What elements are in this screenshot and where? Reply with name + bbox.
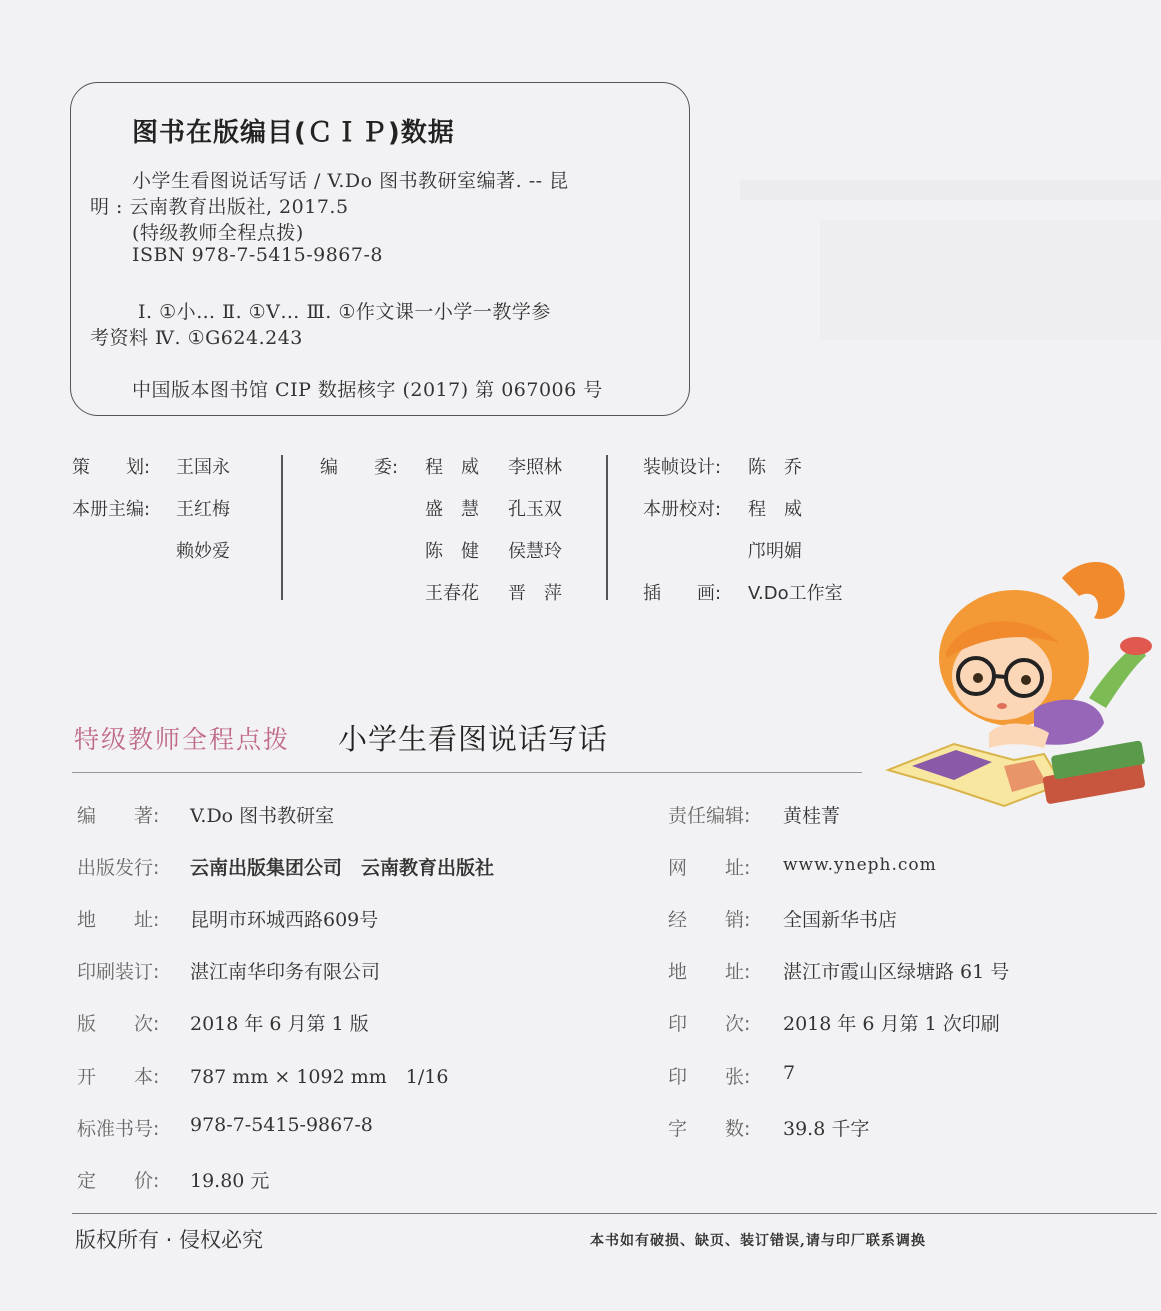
committee-member: 孔玉双 xyxy=(508,499,562,520)
cip-line-2: 明 : 云南教育出版社, 2017.5 xyxy=(90,196,349,218)
committee-member: 晋 萍 xyxy=(508,583,562,604)
spec-value-format: 787 mm × 1092 mm 1/16 xyxy=(190,1066,449,1088)
spec-label-editor: 责任编辑: xyxy=(668,805,751,827)
planner-value: 王国永 xyxy=(176,457,230,478)
spec-value-price: 19.80 元 xyxy=(190,1170,270,1192)
committee-member: 李照林 xyxy=(508,457,562,478)
proof-value-2: 邝明媚 xyxy=(748,541,802,562)
spec-label-website: 网 址: xyxy=(668,857,751,879)
spec-label-format: 开 本: xyxy=(77,1066,160,1088)
spec-label-edition: 版 次: xyxy=(77,1013,160,1035)
spec-label-author: 编 著: xyxy=(77,805,160,827)
spec-value-wordcount: 39.8 千字 xyxy=(783,1118,870,1140)
spec-label-publisher: 出版发行: xyxy=(77,857,160,879)
committee-member: 程 威 xyxy=(425,457,479,478)
committee-member: 盛 慧 xyxy=(425,499,479,520)
spec-label-address: 地 址: xyxy=(77,909,160,931)
committee-member: 侯慧玲 xyxy=(508,541,562,562)
spec-label-price: 定 价: xyxy=(77,1170,160,1192)
editor-label: 本册主编: xyxy=(72,499,151,520)
spec-value-sheets: 7 xyxy=(783,1062,796,1084)
committee-member: 王春花 xyxy=(425,583,479,604)
editor-value-1: 王红梅 xyxy=(176,499,230,520)
spec-value-printer-address: 湛江市霞山区绿塘路 61 号 xyxy=(783,961,1010,983)
girl-reading-illustration xyxy=(884,548,1156,818)
spec-label-printer-address: 地 址: xyxy=(668,961,751,983)
spec-value-editor: 黄桂菁 xyxy=(783,805,841,827)
spec-label-printing: 印 次: xyxy=(668,1013,751,1035)
proof-label: 本册校对: xyxy=(643,499,722,520)
column-divider xyxy=(281,455,283,600)
spec-value-isbn: 978-7-5415-9867-8 xyxy=(190,1114,373,1136)
committee-label: 编 委: xyxy=(320,457,399,478)
book-title: 小学生看图说话写话 xyxy=(338,722,609,756)
illustration-label: 插 画: xyxy=(643,583,722,604)
spec-label-isbn: 标准书号: xyxy=(77,1118,160,1140)
cip-line-6: 考资料 Ⅳ. ①G624.243 xyxy=(90,327,303,349)
committee-member: 陈 健 xyxy=(425,541,479,562)
footer-rule xyxy=(72,1213,1157,1214)
series-name: 特级教师全程点拨 xyxy=(74,725,291,754)
cip-line-1: 小学生看图说话写话 / V.Do 图书教研室编著. -- 昆 xyxy=(132,170,569,192)
spec-label-wordcount: 字 数: xyxy=(668,1118,751,1140)
spec-value-printing: 2018 年 6 月第 1 次印刷 xyxy=(783,1013,1000,1035)
spec-value-author: V.Do 图书教研室 xyxy=(190,805,335,827)
proof-value-1: 程 威 xyxy=(748,499,802,520)
spec-value-website: www.yneph.com xyxy=(783,855,937,875)
editor-value-2: 赖妙爱 xyxy=(176,541,230,562)
cip-line-7: 中国版本图书馆 CIP 数据核字 (2017) 第 067006 号 xyxy=(132,379,603,401)
header-rule xyxy=(72,772,862,773)
cip-line-3: (特级教师全程点拨) xyxy=(132,222,304,244)
spec-value-address: 昆明市环城西路609号 xyxy=(190,909,379,931)
spec-value-distributor: 全国新华书店 xyxy=(783,909,898,931)
spec-label-distributor: 经 销: xyxy=(668,909,751,931)
illustration-value: V.Do工作室 xyxy=(748,583,843,604)
spec-value-publisher: 云南出版集团公司 云南教育出版社 xyxy=(190,857,495,879)
cip-line-4: ISBN 978-7-5415-9867-8 xyxy=(132,244,383,266)
column-divider xyxy=(606,455,608,600)
spec-value-edition: 2018 年 6 月第 1 版 xyxy=(190,1013,369,1035)
cip-line-5: Ⅰ. ①小… Ⅱ. ①V… Ⅲ. ①作文课一小学一教学参 xyxy=(138,301,551,323)
cip-title: 图书在版编目(ＣＩＰ)数据 xyxy=(132,118,455,148)
background-decoration xyxy=(720,120,1161,420)
replacement-notice: 本书如有破损、缺页、装订错误,请与印厂联系调换 xyxy=(590,1233,926,1249)
spec-label-printer: 印刷装订: xyxy=(77,961,160,983)
design-label: 装帧设计: xyxy=(643,457,722,478)
planner-label: 策 划: xyxy=(72,457,151,478)
design-value: 陈 乔 xyxy=(748,457,802,478)
spec-value-printer: 湛江南华印务有限公司 xyxy=(190,961,381,983)
spec-label-sheets: 印 张: xyxy=(668,1066,751,1088)
copyright-notice: 版权所有 · 侵权必究 xyxy=(75,1228,264,1252)
